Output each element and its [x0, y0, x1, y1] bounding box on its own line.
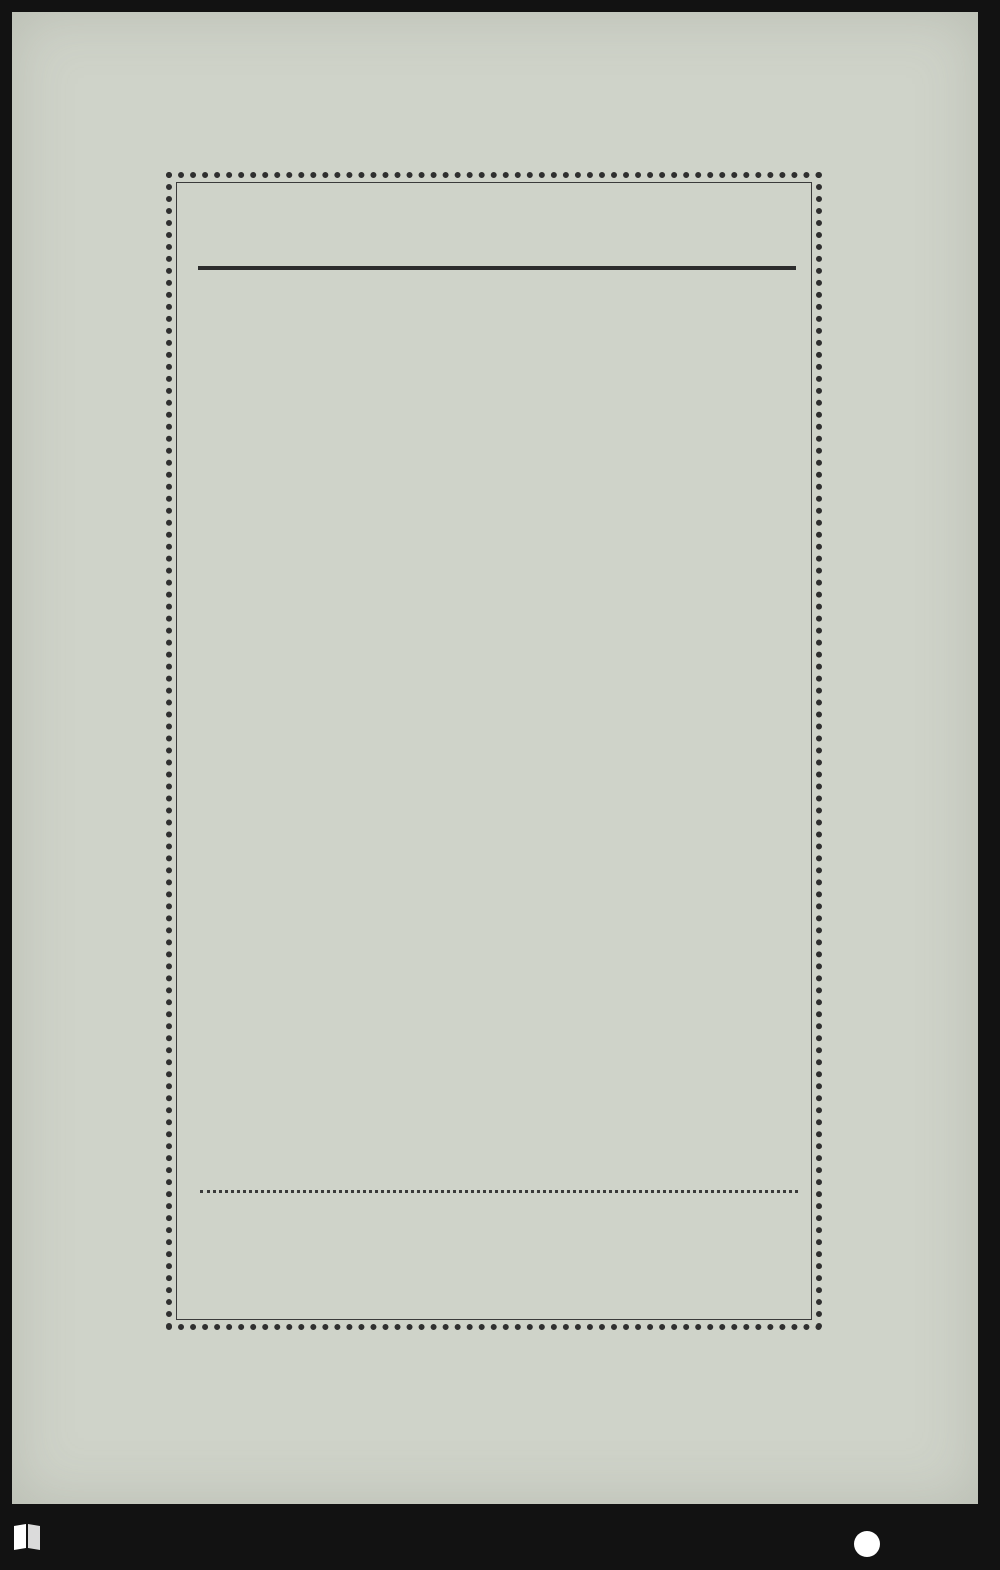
- philharmonie-logo-icon[interactable]: [840, 1520, 894, 1568]
- dotted-separator: [200, 1190, 798, 1193]
- ornament-border-right: [840, 156, 870, 1352]
- slub-book-icon[interactable]: [12, 1522, 44, 1552]
- orchestra-underline: [198, 266, 796, 270]
- ornament-border-top: [124, 126, 870, 156]
- inner-frame-line: [176, 182, 812, 1320]
- ornament-border-bottom: [124, 1352, 876, 1382]
- ornament-border-left: [122, 156, 152, 1352]
